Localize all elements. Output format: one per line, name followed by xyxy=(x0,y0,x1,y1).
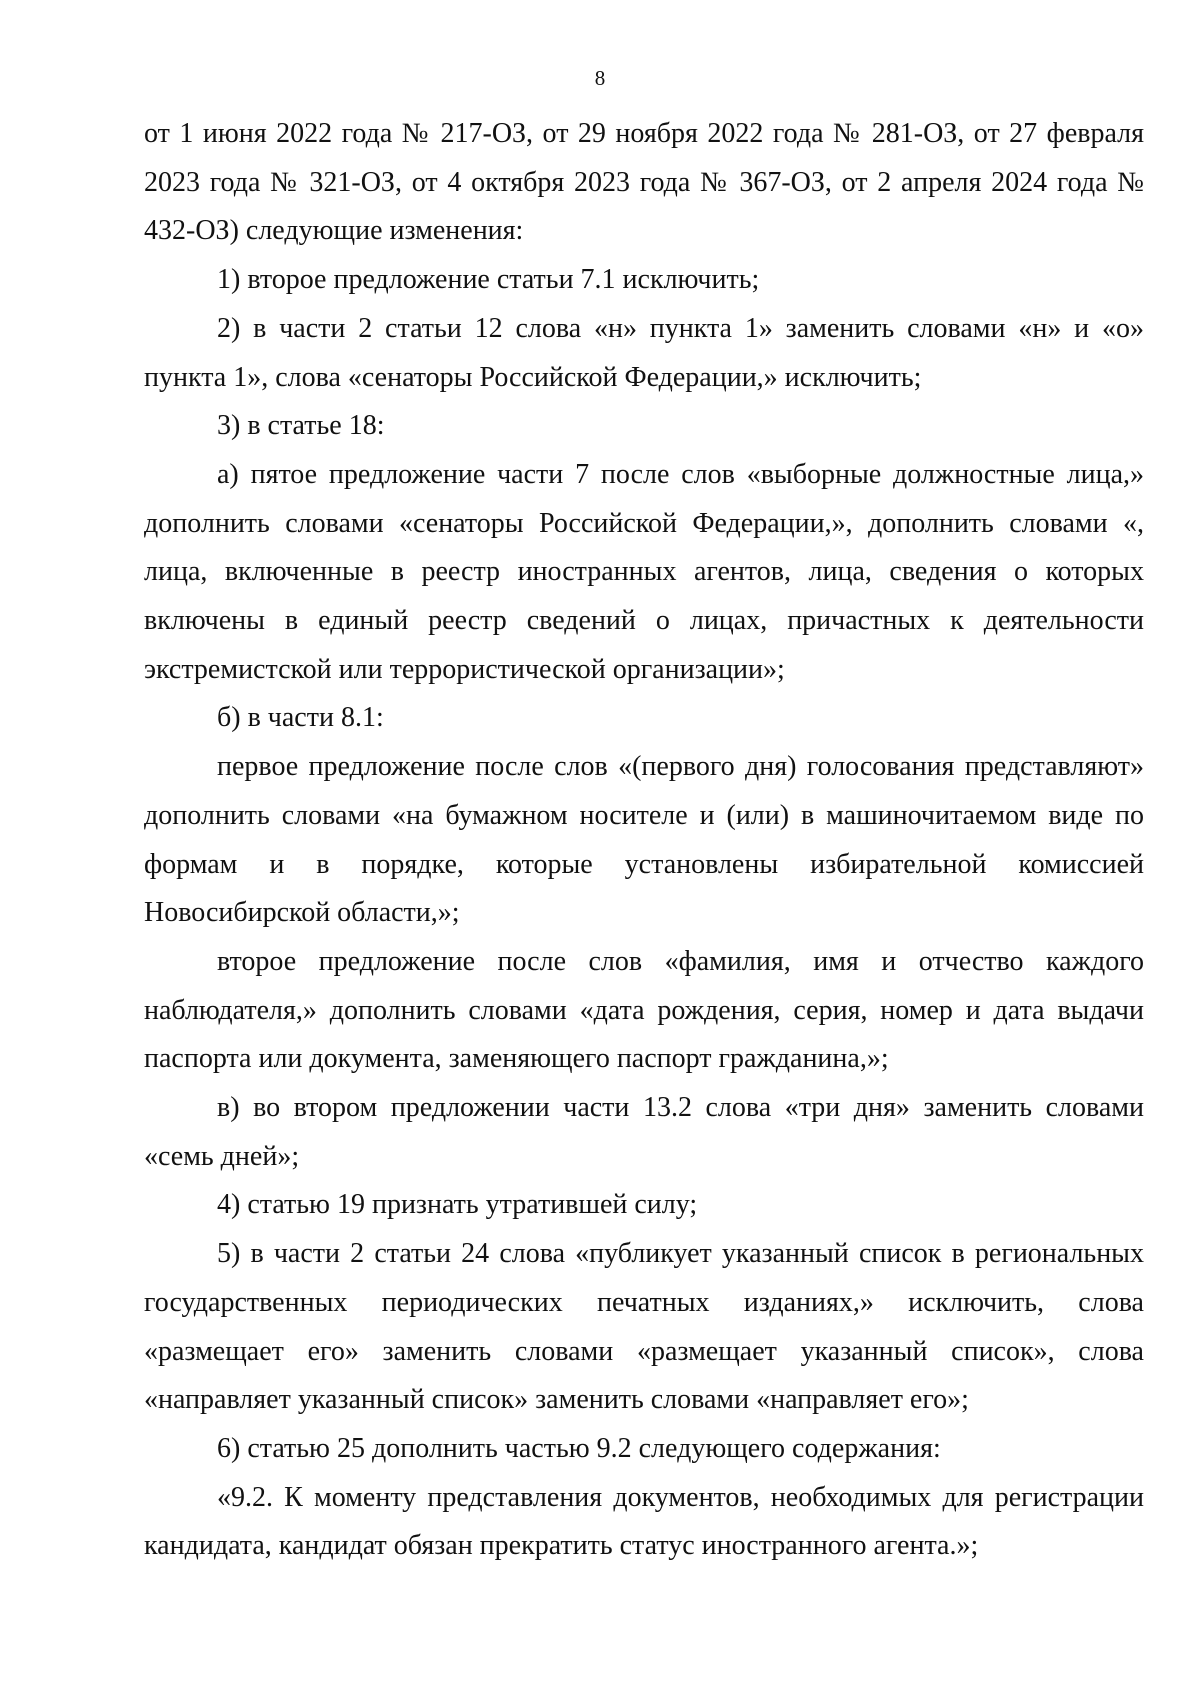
paragraph-item-3v: в) во втором предложении части 13.2 слова «три дня» заменить словами «семь дней»; xyxy=(144,1092,1144,1172)
page-number: 8 xyxy=(594,66,606,90)
paragraph-item-4: 4) статью 19 признать утратившей силу; xyxy=(217,1189,698,1221)
paragraph-item-3a: а) пятое предложение части 7 после слов «выборные должностные лица,» дополнить словами «сенаторы Российской Федерации,», дополнить словами «, лица, включенные в реестр иностранных агентов, лица, сведения о которых включены в единый реестр сведений о лицах, причастных к деятельности экстремистской или террористической организации»; xyxy=(144,458,1144,685)
paragraph-item-3b: б) в части 8.1: xyxy=(217,702,384,734)
paragraph-item-3: 3) в статье 18: xyxy=(217,410,385,442)
paragraph-item-5: 5) в части 2 статьи 24 слова «публикует указанный список в региональных государственных периодических печатных изданиях,» исключить, слова «размещает его» заменить словами «размещает указанный список», слова «направляет указанный список» заменить словами «направляет его»; xyxy=(144,1238,1144,1416)
document-body xyxy=(144,110,1144,1571)
paragraph-item-1: 1) второе предложение статьи 7.1 исключить; xyxy=(217,264,760,296)
paragraph-quote-9-2: «9.2. К моменту представления документов, необходимых для регистрации кандидата, кандидат обязан прекратить статус иностранного агента.»; xyxy=(144,1481,1144,1562)
paragraph-item-3b-second-sentence: второе предложение после слов «фамилия, имя и отчество каждого наблюдателя,» дополнить словами «дата рождения, серия, номер и дата выдачи паспорта или документа, заменяющего паспорт гражданина,»; xyxy=(144,945,1144,1075)
paragraph-item-6: 6) статью 25 дополнить частью 9.2 следующего содержания: xyxy=(217,1432,941,1464)
paragraph-item-2: 2) в части 2 статьи 12 слова «н» пункта 1» заменить словами «н» и «о» пункта 1», слова «сенаторы Российской Федерации,» исключить; xyxy=(144,312,1144,393)
paragraph-item-3b-first-sentence: первое предложение после слов «(первого дня) голосования представляют» дополнить словами «на бумажном носителе и (или) в машиночитаемом виде по формам и в порядке, которые установлены избирательной комиссией Новосибирской области,»; xyxy=(144,751,1144,929)
paragraph-intro-continuation: от 1 июня 2022 года № 217-ОЗ, от 29 ноября 2022 года № 281-ОЗ, от 27 февраля 2023 года № 321-ОЗ, от 4 октября 2023 года № 367-ОЗ, от 2 апреля 2024 года № 432-ОЗ) следующие изменения: xyxy=(144,118,1144,247)
